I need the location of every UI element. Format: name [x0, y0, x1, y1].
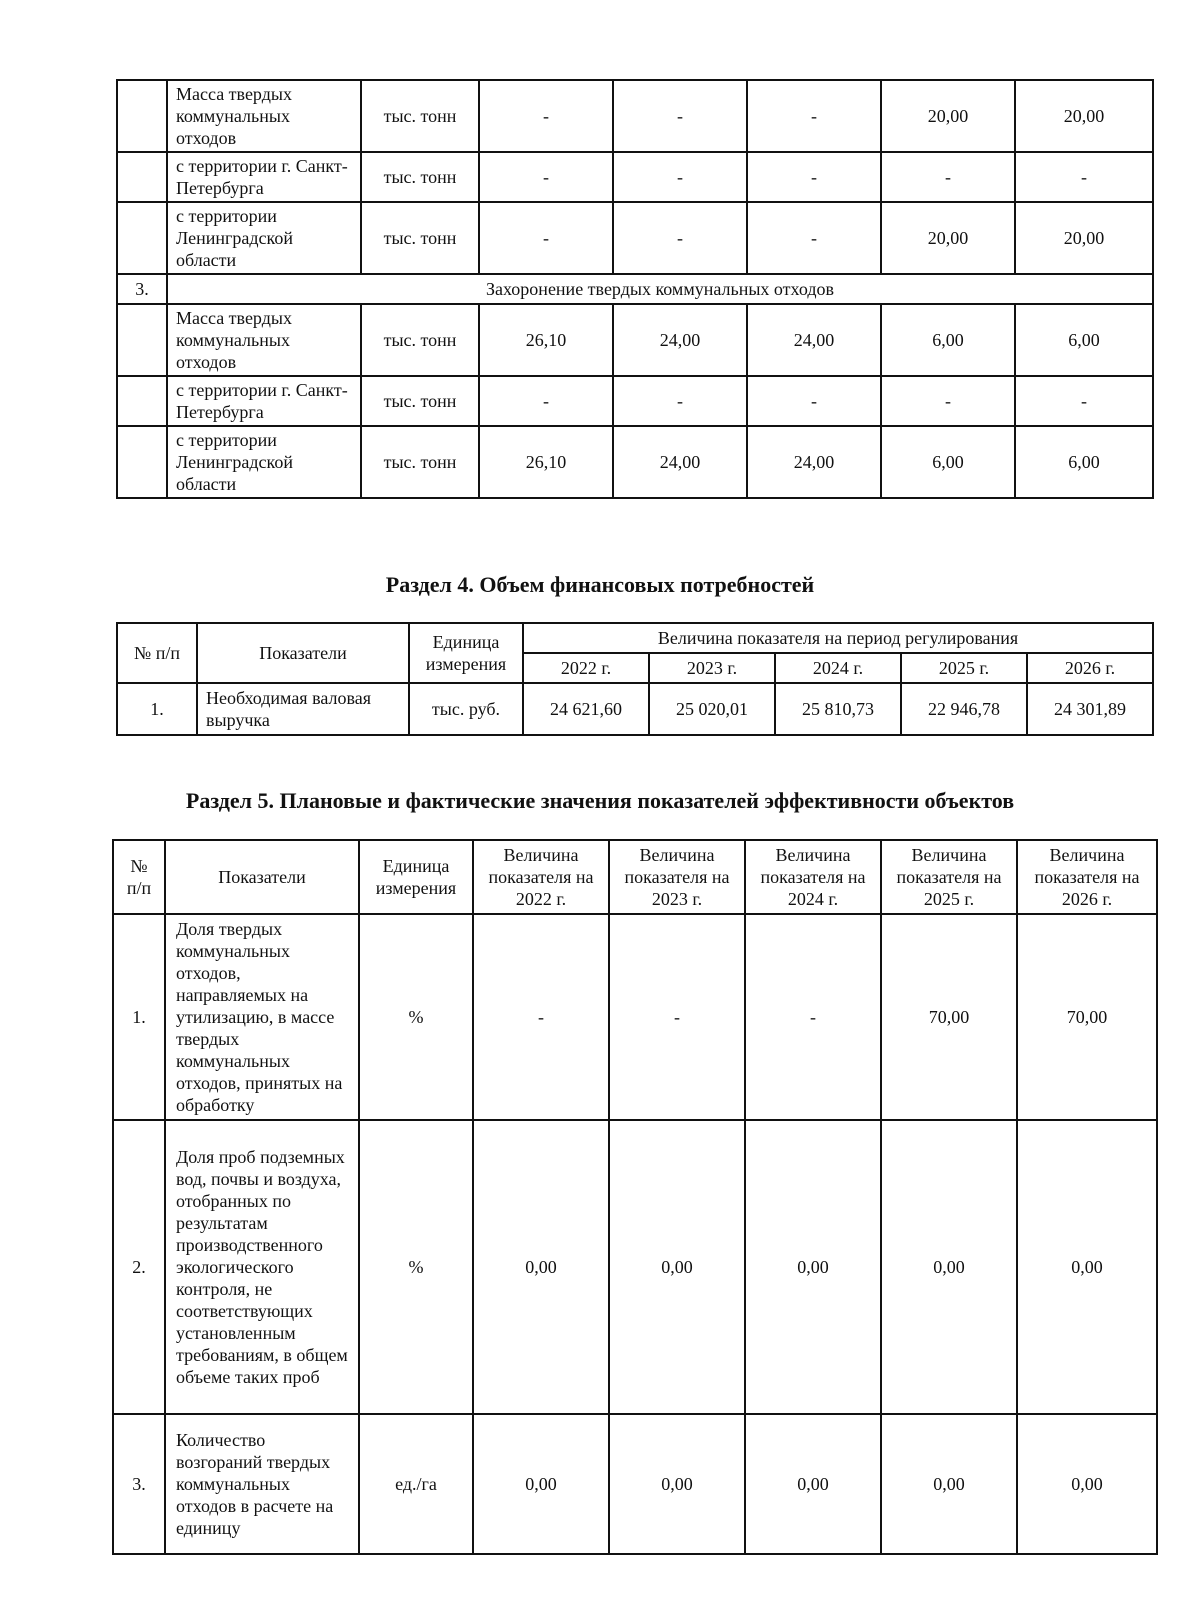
table-row [117, 80, 1153, 152]
row-number: 3. [113, 1414, 165, 1554]
unit-cell: тыс. тонн [361, 152, 479, 202]
value-cell: 0,00 [745, 1120, 881, 1414]
header-year: 2024 г. [775, 653, 901, 683]
row-number: 1. [117, 683, 197, 735]
value-cell: 24,00 [613, 426, 747, 498]
value-cell: 24 301,89 [1027, 683, 1153, 735]
waste-volume-table [116, 79, 1154, 499]
header-year: Величина показателя на 2024 г. [745, 840, 881, 914]
indicator-label: Доля твердых коммунальных отходов, направляемых на утилизацию, в массе твердых коммунальных отходов, принятых на обработку [165, 914, 359, 1120]
unit-cell: тыс. руб. [409, 683, 523, 735]
value-cell: - [745, 914, 881, 1120]
unit-cell: % [359, 1120, 473, 1414]
value-cell: 6,00 [1015, 304, 1153, 376]
header-num: № п/п [117, 623, 197, 683]
table-row [113, 1414, 1157, 1554]
section-5-title: Раздел 5. Плановые и фактические значения показателей эффективности объектов [185, 788, 1015, 813]
value-cell: - [479, 202, 613, 274]
value-cell: - [613, 80, 747, 152]
value-cell: - [479, 376, 613, 426]
row-number [117, 426, 167, 498]
table-row [113, 1120, 1157, 1414]
header-year: 2022 г. [523, 653, 649, 683]
value-cell: 20,00 [881, 202, 1015, 274]
row-number: 3. [117, 274, 167, 304]
value-cell: - [473, 914, 609, 1120]
header-year: Величина показателя на 2023 г. [609, 840, 745, 914]
row-number [117, 202, 167, 274]
table-row [117, 376, 1153, 426]
value-cell: 70,00 [881, 914, 1017, 1120]
value-cell: - [613, 376, 747, 426]
section-4-title: Раздел 4. Объем финансовых потребностей [385, 572, 815, 597]
value-cell: - [881, 152, 1015, 202]
value-cell: 20,00 [1015, 80, 1153, 152]
value-cell: 0,00 [881, 1414, 1017, 1554]
header-year: 2023 г. [649, 653, 775, 683]
value-cell: - [747, 376, 881, 426]
header-unit: Единица измерения [409, 623, 523, 683]
indicator-label: Масса твердых коммунальных отходов [167, 80, 361, 152]
indicator-label: с территории г. Санкт-Петербурга [167, 152, 361, 202]
value-cell: 25 810,73 [775, 683, 901, 735]
indicator-label: Необходимая валовая выручка [197, 683, 409, 735]
unit-cell: тыс. тонн [361, 376, 479, 426]
header-row [117, 623, 1153, 653]
value-cell: 24 621,60 [523, 683, 649, 735]
efficiency-indicators-table [112, 839, 1158, 1555]
header-year: 2026 г. [1027, 653, 1153, 683]
value-cell: 6,00 [881, 304, 1015, 376]
value-cell: 0,00 [1017, 1120, 1157, 1414]
header-year: Величина показателя на 2026 г. [1017, 840, 1157, 914]
indicator-label: Масса твердых коммунальных отходов [167, 304, 361, 376]
table-row [117, 683, 1153, 735]
unit-cell: тыс. тонн [361, 304, 479, 376]
section-title: Захоронение твердых коммунальных отходов [167, 274, 1153, 304]
value-cell: - [479, 152, 613, 202]
value-cell: 26,10 [479, 426, 613, 498]
header-indicator: Показатели [197, 623, 409, 683]
value-cell: 6,00 [1015, 426, 1153, 498]
unit-cell: тыс. тонн [361, 202, 479, 274]
unit-cell: ед./га [359, 1414, 473, 1554]
value-cell: 0,00 [745, 1414, 881, 1554]
value-cell: 24,00 [747, 426, 881, 498]
value-cell: 0,00 [609, 1414, 745, 1554]
value-cell: 24,00 [613, 304, 747, 376]
header-indicator: Показатели [165, 840, 359, 914]
value-cell: - [609, 914, 745, 1120]
value-cell: 25 020,01 [649, 683, 775, 735]
value-cell: 0,00 [473, 1120, 609, 1414]
value-cell: 0,00 [609, 1120, 745, 1414]
value-cell: - [747, 152, 881, 202]
row-number [117, 152, 167, 202]
row-number [117, 80, 167, 152]
value-cell: - [1015, 376, 1153, 426]
table-row [113, 914, 1157, 1120]
header-year: Величина показателя на 2022 г. [473, 840, 609, 914]
table-row [117, 202, 1153, 274]
value-cell: 24,00 [747, 304, 881, 376]
value-cell: 0,00 [473, 1414, 609, 1554]
table-row [117, 304, 1153, 376]
row-number: 1. [113, 914, 165, 1120]
value-cell: 20,00 [1015, 202, 1153, 274]
value-cell: 0,00 [881, 1120, 1017, 1414]
indicator-label: Доля проб подземных вод, почвы и воздуха, отобранных по результатам производственного экологического контроля, не соответствующих установленным требованиям, в общем объеме таких проб [165, 1120, 359, 1414]
header-unit: Единица измерения [359, 840, 473, 914]
row-number [117, 304, 167, 376]
indicator-label: с территории Ленинградской области [167, 202, 361, 274]
unit-cell: тыс. тонн [361, 426, 479, 498]
indicator-label: Количество возгораний твердых коммунальных отходов в расчете на единицу [165, 1414, 359, 1554]
value-cell: - [747, 202, 881, 274]
unit-cell: тыс. тонн [361, 80, 479, 152]
value-cell: 20,00 [881, 80, 1015, 152]
value-cell: 6,00 [881, 426, 1015, 498]
value-cell: - [881, 376, 1015, 426]
header-year: Величина показателя на 2025 г. [881, 840, 1017, 914]
row-number [117, 376, 167, 426]
value-cell: 0,00 [1017, 1414, 1157, 1554]
row-number: 2. [113, 1120, 165, 1414]
value-cell: - [613, 152, 747, 202]
financial-needs-table [116, 622, 1154, 736]
value-cell: - [747, 80, 881, 152]
header-year: 2025 г. [901, 653, 1027, 683]
unit-cell: % [359, 914, 473, 1120]
value-cell: - [1015, 152, 1153, 202]
value-cell: 70,00 [1017, 914, 1157, 1120]
header-row [113, 840, 1157, 914]
section-row [117, 274, 1153, 304]
table-row [117, 152, 1153, 202]
header-period: Величина показателя на период регулирования [523, 623, 1153, 653]
value-cell: - [613, 202, 747, 274]
indicator-label: с территории г. Санкт-Петербурга [167, 376, 361, 426]
value-cell: - [479, 80, 613, 152]
value-cell: 26,10 [479, 304, 613, 376]
value-cell: 22 946,78 [901, 683, 1027, 735]
table-row [117, 426, 1153, 498]
indicator-label: с территории Ленинградской области [167, 426, 361, 498]
header-num: № п/п [113, 840, 165, 914]
